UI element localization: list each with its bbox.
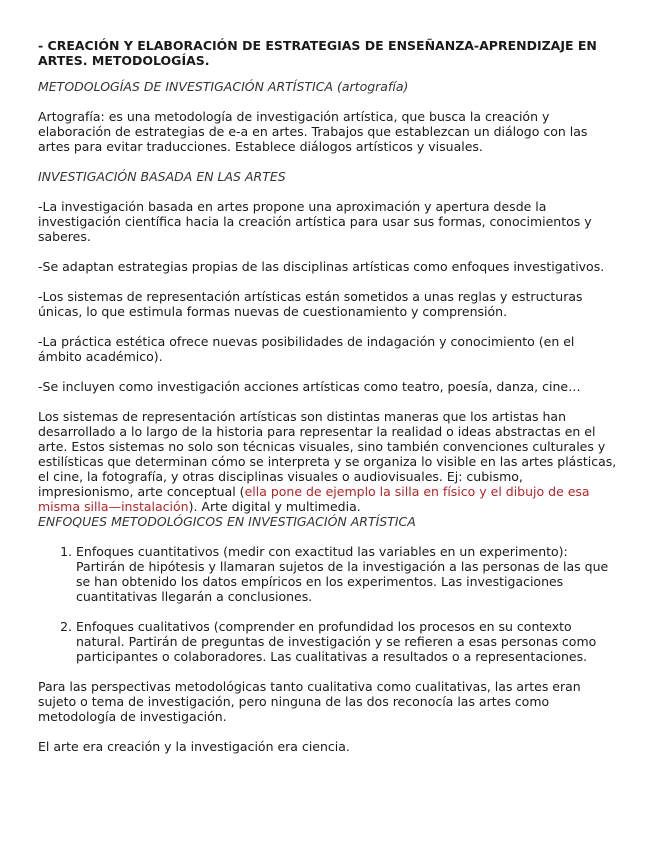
bullet-paragraph: -La investigación basada en artes propone una aproximación y apertura desde la investigación científica hacia la creación artística para usar sus formas, conocimientos y saberes.	[38, 199, 592, 244]
sistemas-text-after: ). Arte digital y multimedia.	[188, 499, 361, 514]
sistemas-text-before: Los sistemas de representación artísticas son distintas maneras que los artistas han desarrollado a lo largo de la historia para representar la realidad o ideas abstractas en el arte. Estos sistemas no solo son técnicas visuales, sino también convenciones culturales y estilísticas que determinan cómo se interpreta y se organiza lo visible en las artes plásticas, el cine, la fotografía, y otras disciplinas visuales o audiovisuales. Ej: cubismo, impresionismo, arte conceptual (	[38, 409, 617, 499]
bullet-paragraph: -Se adaptan estrategias propias de las disciplinas artísticas como enfoques investigativos.	[38, 259, 605, 274]
bullet-paragraph: -Se incluyen como investigación acciones artísticas como teatro, poesía, danza, cine…	[38, 379, 581, 394]
paragraph-sistemas	[38, 409, 618, 514]
document-page	[38, 38, 618, 769]
enfoques-list	[38, 544, 618, 664]
paragraph-final: El arte era creación y la investigación era ciencia.	[38, 739, 350, 754]
bullet-paragraph: -La práctica estética ofrece nuevas posibilidades de indagación y conocimiento (en el ámbito académico).	[38, 334, 575, 364]
paragraph-perspectivas: Para las perspectivas metodológicas tanto cualitativa como cualitativas, las artes eran sujeto o tema de investigación, pero ninguna de las dos reconocía las artes como metodología de investigación.	[38, 679, 581, 724]
paragraph-artografia: Artografía: es una metodología de investigación artística, que busca la creación y elaboración de estrategias de e-a en artes. Trabajos que establezcan un diálogo con las artes para evitar traducciones. Establece diálogos artísticos y visuales.	[38, 109, 588, 154]
document-title: - CREACIÓN Y ELABORACIÓN DE ESTRATEGIAS DE ENSEÑANZA-APRENDIZAJE EN ARTES. METODOLOGÍAS.	[38, 38, 597, 68]
heading-metodologias: METODOLOGÍAS DE INVESTIGACIÓN ARTÍSTICA (artografía)	[38, 79, 409, 94]
heading-investigacion-artes: INVESTIGACIÓN BASADA EN LAS ARTES	[38, 169, 286, 184]
heading-enfoques: ENFOQUES METODOLÓGICOS EN INVESTIGACIÓN ARTÍSTICA	[38, 514, 416, 529]
sistemas-highlight: ella pone de ejemplo la silla en físico y el dibujo de esa misma silla—instalación	[38, 484, 590, 514]
list-item: 2. Enfoques cualitativos (comprender en profundidad los procesos en su contexto natural. Partirán de preguntas de investigación y se refieren a esas personas como participantes o colaboradores. Las cualitativas a resultados o a representaciones.	[76, 619, 618, 664]
bullet-paragraph: -Los sistemas de representación artísticas están sometidos a unas reglas y estructuras únicas, lo que estimula formas nuevas de cuestionamiento y comprensión.	[38, 289, 583, 319]
list-item: 1. Enfoques cuantitativos (medir con exactitud las variables en un experimento): Partirán de hipótesis y llamaran sujetos de la investigación a las personas de las que se han obtenido los datos empíricos en los experimentos. Las investigaciones cuantitativas llegarán a conclusiones.	[76, 544, 618, 604]
